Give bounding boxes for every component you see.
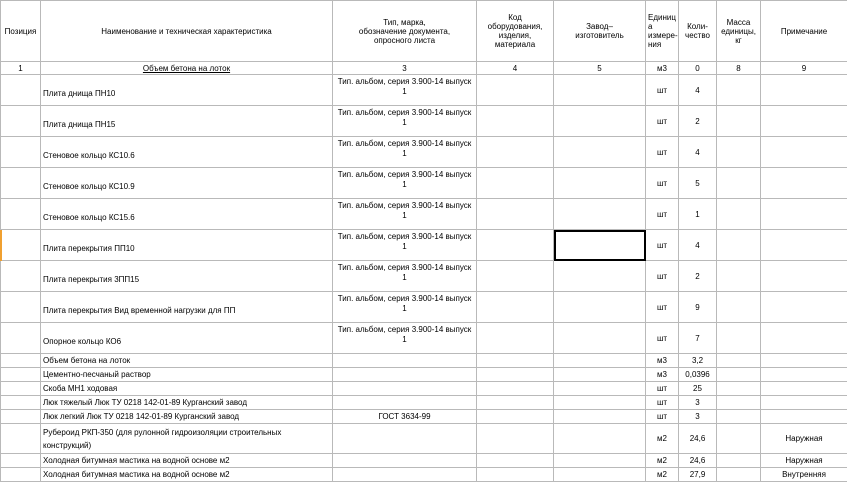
doc-line: 1 (402, 180, 407, 189)
cell-note[interactable] (761, 230, 847, 261)
cell-unit[interactable]: шт (646, 261, 679, 292)
cell-number-qty[interactable]: 0 (679, 62, 717, 75)
cell-mass[interactable] (717, 382, 761, 396)
cell-type[interactable] (333, 382, 477, 396)
cell-name[interactable]: Холодная битумная мастика на водной основе м2 (41, 468, 333, 482)
cell-name[interactable]: Холодная битумная мастика на водной основе м2 (41, 454, 333, 468)
cell-note[interactable] (761, 382, 847, 396)
cell-position[interactable] (1, 382, 41, 396)
cell-mass[interactable] (717, 230, 761, 261)
table-row (1, 323, 847, 354)
cell-qty[interactable]: 4 (679, 75, 717, 106)
cell-name[interactable]: Люк тяжелый Люк ТУ 0218 142-01-89 Курганский завод (41, 396, 333, 410)
cell-position[interactable] (1, 199, 41, 230)
cell-note[interactable] (761, 168, 847, 199)
cell-number-maker[interactable]: 5 (554, 62, 646, 75)
cell-code[interactable] (477, 424, 554, 454)
cell-mass[interactable] (717, 468, 761, 482)
doc-line: 1 (402, 211, 407, 220)
doc-line: Тип. альбом, серия 3.900-14 выпуск (337, 325, 472, 334)
cell-name[interactable]: Плита перекрытия 3ПП15 (41, 261, 333, 292)
cell-maker[interactable] (554, 137, 646, 168)
cell-mass[interactable] (717, 424, 761, 454)
cell-code[interactable] (477, 468, 554, 482)
cell-code[interactable] (477, 382, 554, 396)
cell-unit[interactable]: м2 (646, 424, 679, 454)
cell-qty[interactable]: 4 (679, 137, 717, 168)
doc-line: 1 (402, 87, 407, 96)
cell-number-name[interactable] (41, 62, 333, 75)
cell-maker[interactable] (554, 323, 646, 354)
header-unit-line: измере- (648, 31, 678, 40)
cell-qty[interactable]: 0,0396 (679, 368, 717, 382)
cell-type[interactable] (333, 137, 477, 168)
cell-qty[interactable]: 9 (679, 292, 717, 323)
cell-type[interactable] (333, 168, 477, 199)
cell-note[interactable] (761, 368, 847, 382)
cell-qty[interactable]: 24,6 (679, 454, 717, 468)
cell-mass[interactable] (717, 261, 761, 292)
cell-code[interactable] (477, 199, 554, 230)
cell-note[interactable]: Внутренняя (761, 468, 847, 482)
cell-mass[interactable] (717, 137, 761, 168)
cell-code[interactable] (477, 410, 554, 424)
header-type-line: Тип, марка, (383, 17, 426, 27)
cell-type[interactable] (333, 396, 477, 410)
cell-type[interactable] (333, 354, 477, 368)
cell-code[interactable] (477, 230, 554, 261)
cell-position[interactable] (1, 454, 41, 468)
doc-line: 1 (402, 149, 407, 158)
cell-note[interactable] (761, 106, 847, 137)
header-code-line: материала (494, 40, 536, 49)
section-title: Объем бетона на лоток (142, 63, 231, 73)
cell-qty[interactable]: 25 (679, 382, 717, 396)
header-unit-line: ния (648, 40, 662, 49)
table-row (1, 468, 847, 482)
header-type-line: обозначение документа, (358, 26, 451, 36)
cell-unit[interactable]: шт (646, 292, 679, 323)
cell-name[interactable]: Скоба МН1 ходовая (41, 382, 333, 396)
cell-note[interactable] (761, 323, 847, 354)
cell-note[interactable] (761, 75, 847, 106)
cell-type[interactable]: ГОСТ 3634-99 (333, 410, 477, 424)
header-qty-line: чество (685, 31, 710, 40)
cell-maker[interactable] (554, 410, 646, 424)
doc-line: Тип. альбом, серия 3.900-14 выпуск (337, 170, 472, 179)
active-row-marker (0, 230, 2, 261)
doc-line: 1 (402, 304, 407, 313)
cell-position[interactable] (1, 396, 41, 410)
cell-qty[interactable]: 2 (679, 106, 717, 137)
cell-mass[interactable] (717, 410, 761, 424)
cell-unit[interactable]: шт (646, 199, 679, 230)
cell-name[interactable]: Плита перекрытия ПП10 (41, 230, 333, 261)
cell-name[interactable]: Плита перекрытия Вид временной нагрузки для ПП (41, 292, 333, 323)
cell-maker[interactable] (554, 168, 646, 199)
cell-name[interactable]: Цементно-песчаный раствор (41, 368, 333, 382)
column-number-row (1, 62, 847, 75)
header-position[interactable]: Позиция (1, 1, 41, 62)
cell-name[interactable]: Плита днища ПН10 (41, 75, 333, 106)
cell-type[interactable] (333, 424, 477, 454)
header-unit[interactable] (646, 1, 679, 62)
cell-mass[interactable] (717, 75, 761, 106)
cell-unit[interactable]: шт (646, 168, 679, 199)
cell-maker[interactable] (554, 199, 646, 230)
cell-mass[interactable] (717, 199, 761, 230)
table-row (1, 424, 847, 454)
doc-line: Тип. альбом, серия 3.900-14 выпуск (337, 139, 472, 148)
cell-qty[interactable]: 7 (679, 323, 717, 354)
cell-qty[interactable]: 5 (679, 168, 717, 199)
header-type[interactable] (333, 1, 477, 62)
cell-maker[interactable] (554, 75, 646, 106)
cell-position[interactable] (1, 323, 41, 354)
cell-note[interactable] (761, 396, 847, 410)
header-name[interactable]: Наименование и техническая характеристика (41, 1, 333, 62)
cell-unit[interactable]: шт (646, 323, 679, 354)
cell-maker[interactable] (554, 292, 646, 323)
cell-mass[interactable] (717, 168, 761, 199)
cell-code[interactable] (477, 261, 554, 292)
cell-position[interactable] (1, 354, 41, 368)
header-qty-line: Коли- (687, 22, 708, 31)
doc-line: 1 (402, 118, 407, 127)
cell-qty[interactable]: 3,2 (679, 354, 717, 368)
cell-qty[interactable]: 2 (679, 261, 717, 292)
cell-name[interactable]: Объем бетона на лоток (41, 354, 333, 368)
cell-type[interactable] (333, 230, 477, 261)
cell-qty[interactable]: 27,9 (679, 468, 717, 482)
cell-code[interactable] (477, 106, 554, 137)
cell-qty[interactable]: 3 (679, 410, 717, 424)
cell-maker[interactable] (554, 396, 646, 410)
cell-type[interactable] (333, 106, 477, 137)
cell-name[interactable]: Стеновое кольцо КС10.6 (41, 137, 333, 168)
header-mass-line: единицы, (721, 26, 756, 36)
cell-mass[interactable] (717, 292, 761, 323)
cell-number-unit[interactable]: м3 (646, 62, 679, 75)
header-unit-line: а (648, 22, 653, 31)
cell-code[interactable] (477, 396, 554, 410)
table-row (1, 199, 847, 230)
cell-unit[interactable]: м2 (646, 468, 679, 482)
cell-maker[interactable] (554, 354, 646, 368)
doc-line: Тип. альбом, серия 3.900-14 выпуск (337, 108, 472, 117)
header-type-line: опросного листа (373, 35, 436, 45)
cell-qty[interactable]: 3 (679, 396, 717, 410)
cell-qty[interactable]: 4 (679, 230, 717, 261)
doc-line: 1 (402, 335, 407, 344)
cell-unit[interactable]: шт (646, 396, 679, 410)
cell-code[interactable] (477, 168, 554, 199)
name-line: Рубероид РКП-350 (для рулонной гидроизоляции строительных (43, 427, 282, 437)
cell-code[interactable] (477, 292, 554, 323)
name-line: конструкций) (43, 440, 92, 450)
cell-maker[interactable] (554, 261, 646, 292)
doc-line: Тип. альбом, серия 3.900-14 выпуск (337, 232, 472, 241)
cell-name[interactable]: Опорное кольцо КО6 (41, 323, 333, 354)
cell-code[interactable] (477, 354, 554, 368)
header-code[interactable] (477, 1, 554, 62)
cell-note[interactable]: Наружная (761, 454, 847, 468)
cell-note[interactable] (761, 261, 847, 292)
header-row (1, 1, 847, 62)
cell-unit[interactable]: шт (646, 137, 679, 168)
cell-position[interactable] (1, 168, 41, 199)
cell-type[interactable] (333, 323, 477, 354)
cell-qty[interactable]: 24,6 (679, 424, 717, 454)
cell-position[interactable] (1, 75, 41, 106)
cell-name[interactable] (41, 424, 333, 454)
table-row (1, 230, 847, 261)
cell-maker[interactable] (554, 382, 646, 396)
cell-unit[interactable]: шт (646, 230, 679, 261)
cell-position[interactable] (1, 368, 41, 382)
cell-code[interactable] (477, 137, 554, 168)
cell-code[interactable] (477, 454, 554, 468)
cell-maker[interactable] (554, 468, 646, 482)
cell-code[interactable] (477, 75, 554, 106)
cell-mass[interactable] (717, 106, 761, 137)
cell-unit[interactable]: м3 (646, 368, 679, 382)
cell-type[interactable] (333, 261, 477, 292)
cell-unit[interactable]: м2 (646, 454, 679, 468)
header-code-line: оборудования, (487, 22, 543, 31)
cell-position[interactable] (1, 137, 41, 168)
cell-qty[interactable]: 1 (679, 199, 717, 230)
cell-number-type[interactable]: 3 (333, 62, 477, 75)
cell-note[interactable] (761, 292, 847, 323)
cell-note[interactable] (761, 410, 847, 424)
cell-unit[interactable]: шт (646, 106, 679, 137)
cell-name[interactable]: Плита днища ПН15 (41, 106, 333, 137)
doc-line: Тип. альбом, серия 3.900-14 выпуск (337, 77, 472, 86)
table-row (1, 75, 847, 106)
cell-number-code[interactable]: 4 (477, 62, 554, 75)
cell-type[interactable] (333, 468, 477, 482)
cell-note[interactable] (761, 199, 847, 230)
cell-position[interactable] (1, 468, 41, 482)
doc-line: Тип. альбом, серия 3.900-14 выпуск (337, 263, 472, 272)
cell-position[interactable] (1, 424, 41, 454)
cell-note[interactable]: Наружная (761, 424, 847, 454)
cell-unit[interactable]: шт (646, 382, 679, 396)
cell-type[interactable] (333, 368, 477, 382)
cell-type[interactable] (333, 75, 477, 106)
doc-line: Тип. альбом, серия 3.900-14 выпуск (337, 201, 472, 210)
doc-line: 1 (402, 242, 407, 251)
header-mass-line: кг (735, 35, 742, 45)
cell-name[interactable]: Стеновое кольцо КС10.9 (41, 168, 333, 199)
cell-type[interactable] (333, 199, 477, 230)
header-code-line: изделия, (498, 31, 532, 40)
cell-position[interactable] (1, 106, 41, 137)
cell-note[interactable] (761, 137, 847, 168)
cell-name[interactable]: Стеновое кольцо КС15.6 (41, 199, 333, 230)
cell-mass[interactable] (717, 454, 761, 468)
table-row (1, 106, 847, 137)
cell-maker[interactable] (554, 424, 646, 454)
table-row (1, 137, 847, 168)
cell-mass[interactable] (717, 396, 761, 410)
table-row (1, 261, 847, 292)
header-maker[interactable] (554, 1, 646, 62)
cell-number-position[interactable]: 1 (1, 62, 41, 75)
cell-code[interactable] (477, 368, 554, 382)
doc-line: Тип. альбом, серия 3.900-14 выпуск (337, 294, 472, 303)
table-row (1, 382, 847, 396)
cell-type[interactable] (333, 454, 477, 468)
cell-maker[interactable] (554, 106, 646, 137)
cell-number-note[interactable]: 9 (761, 62, 847, 75)
cell-unit[interactable]: шт (646, 410, 679, 424)
header-code-line: Код (508, 13, 522, 22)
cell-position[interactable] (1, 410, 41, 424)
cell-type[interactable] (333, 292, 477, 323)
fill-handle[interactable] (644, 259, 646, 261)
header-maker-line: изготовитель (575, 31, 624, 40)
cell-unit[interactable]: м3 (646, 354, 679, 368)
header-mass-line: Масса (726, 17, 751, 27)
cell-mass[interactable] (717, 354, 761, 368)
table-row (1, 354, 847, 368)
table-row (1, 396, 847, 410)
cell-mass[interactable] (717, 323, 761, 354)
cell-position[interactable] (1, 261, 41, 292)
cell-position[interactable] (1, 292, 41, 323)
selected-cell[interactable] (554, 230, 646, 261)
cell-code[interactable] (477, 323, 554, 354)
header-maker-line: Завод– (586, 22, 613, 31)
table-row (1, 454, 847, 468)
table-row (1, 292, 847, 323)
header-qty[interactable] (679, 1, 717, 62)
cell-note[interactable] (761, 354, 847, 368)
cell-maker[interactable] (554, 368, 646, 382)
cell-maker[interactable] (554, 454, 646, 468)
header-note[interactable]: Примечание (761, 1, 847, 62)
header-mass[interactable] (717, 1, 761, 62)
table-row (1, 368, 847, 382)
table-row (1, 410, 847, 424)
cell-unit[interactable]: шт (646, 75, 679, 106)
header-unit-line: Единиц (648, 13, 676, 22)
doc-line: 1 (402, 273, 407, 282)
cell-number-mass[interactable]: 8 (717, 62, 761, 75)
cell-name[interactable]: Люк легкий Люк ТУ 0218 142-01-89 Курганский завод (41, 410, 333, 424)
table-row (1, 168, 847, 199)
cell-position[interactable] (1, 230, 41, 261)
cell-mass[interactable] (717, 368, 761, 382)
